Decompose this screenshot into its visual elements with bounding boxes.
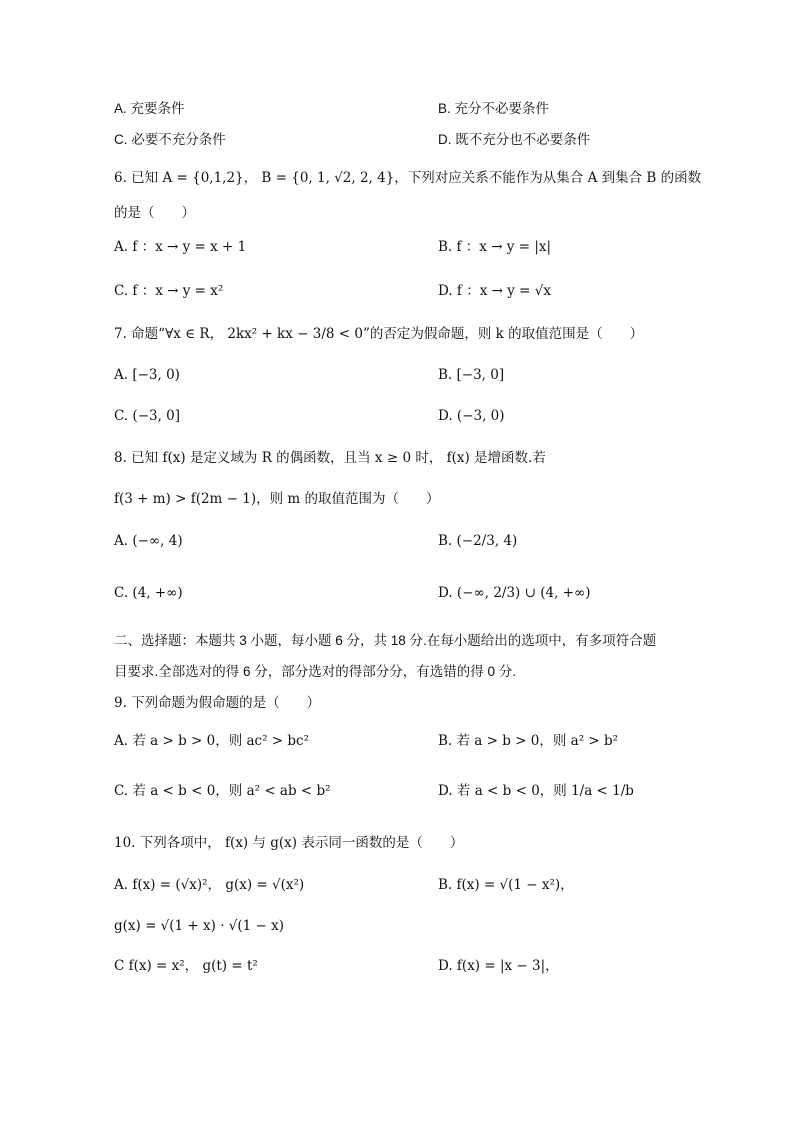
q5-option-c: C. 必要不充分条件: [114, 132, 226, 147]
q8-option-b: B. (−2/3, 4): [438, 533, 518, 549]
q5-option-b: B. 充分不必要条件: [438, 101, 550, 116]
q7-option-a: A. [−3, 0): [114, 367, 180, 383]
q10-stem: 10. 下列各项中， f(x) 与 g(x) 表示同一函数的是（ ）: [114, 835, 464, 851]
q9-option-b: B. 若 a > b > 0，则 a² > b²: [438, 733, 619, 749]
q8-option-d: D. (−∞, 2/3) ∪ (4, +∞): [438, 585, 591, 601]
q7-stem: 7. 命题“∀x ∈ R， 2kx² + kx − 3/8 < 0”的否定为假命题，则 k 的取值范围是（ ）: [114, 326, 644, 342]
q10-option-b-cont: g(x) = √(1 + x) · √(1 − x): [114, 918, 285, 934]
q5-option-d: D. 既不充分也不必要条件: [438, 132, 591, 147]
q6-option-d: D. f ：x → y = √x: [438, 283, 551, 299]
q10-option-d: D. f(x) = |x − 3|，: [438, 958, 559, 974]
q6-option-c: C. f ：x → y = x²: [114, 283, 224, 299]
q6-option-b: B. f ：x → y = |x|: [438, 239, 552, 255]
q6-stem-cont: 的是（ ）: [114, 205, 195, 221]
q9-option-d: D. 若 a < b < 0，则 1/a < 1/b: [438, 783, 634, 799]
q6-stem: 6. 已知 A = {0,1,2}， B = {0, 1, √2, 2, 4}，下列对应关系不能作为从集合 A 到集合 B 的函数: [114, 170, 702, 186]
q7-option-b: B. [−3, 0]: [438, 367, 505, 383]
section-2-heading-cont: 目要求.全部选对的得 6 分，部分选对的得部分分，有选错的得 0 分.: [114, 664, 517, 679]
q9-stem: 9. 下列命题为假命题的是（ ）: [114, 695, 321, 711]
q9-option-c: C. 若 a < b < 0，则 a² < ab < b²: [114, 783, 331, 799]
q8-option-a: A. (−∞, 4): [114, 533, 183, 549]
q7-option-d: D. (−3, 0): [438, 408, 505, 424]
q9-option-a: A. 若 a > b > 0，则 ac² > bc²: [114, 733, 310, 749]
q8-stem-cont: f(3 + m) > f(2m − 1)，则 m 的取值范围为（ ）: [114, 491, 440, 507]
q8-option-c: C. (4, +∞): [114, 585, 183, 601]
q7-option-c: C. (−3, 0]: [114, 408, 181, 424]
q10-option-b: B. f(x) = √(1 − x²)，: [438, 877, 574, 893]
q5-option-a: A. 充要条件: [114, 101, 185, 116]
section-2-heading: 二、选择题：本题共 3 小题，每小题 6 分，共 18 分.在每小题给出的选项中，有多项符合题: [114, 633, 657, 648]
q10-option-a: A. f(x) = (√x)²， g(x) = √(x²): [114, 877, 305, 893]
q10-option-c: C f(x) = x²， g(t) = t²: [114, 958, 258, 974]
q6-option-a: A. f ：x → y = x + 1: [114, 239, 247, 255]
q8-stem: 8. 已知 f(x) 是定义域为 R 的偶函数，且当 x ≥ 0 时， f(x) 是增函数.若: [114, 450, 546, 466]
